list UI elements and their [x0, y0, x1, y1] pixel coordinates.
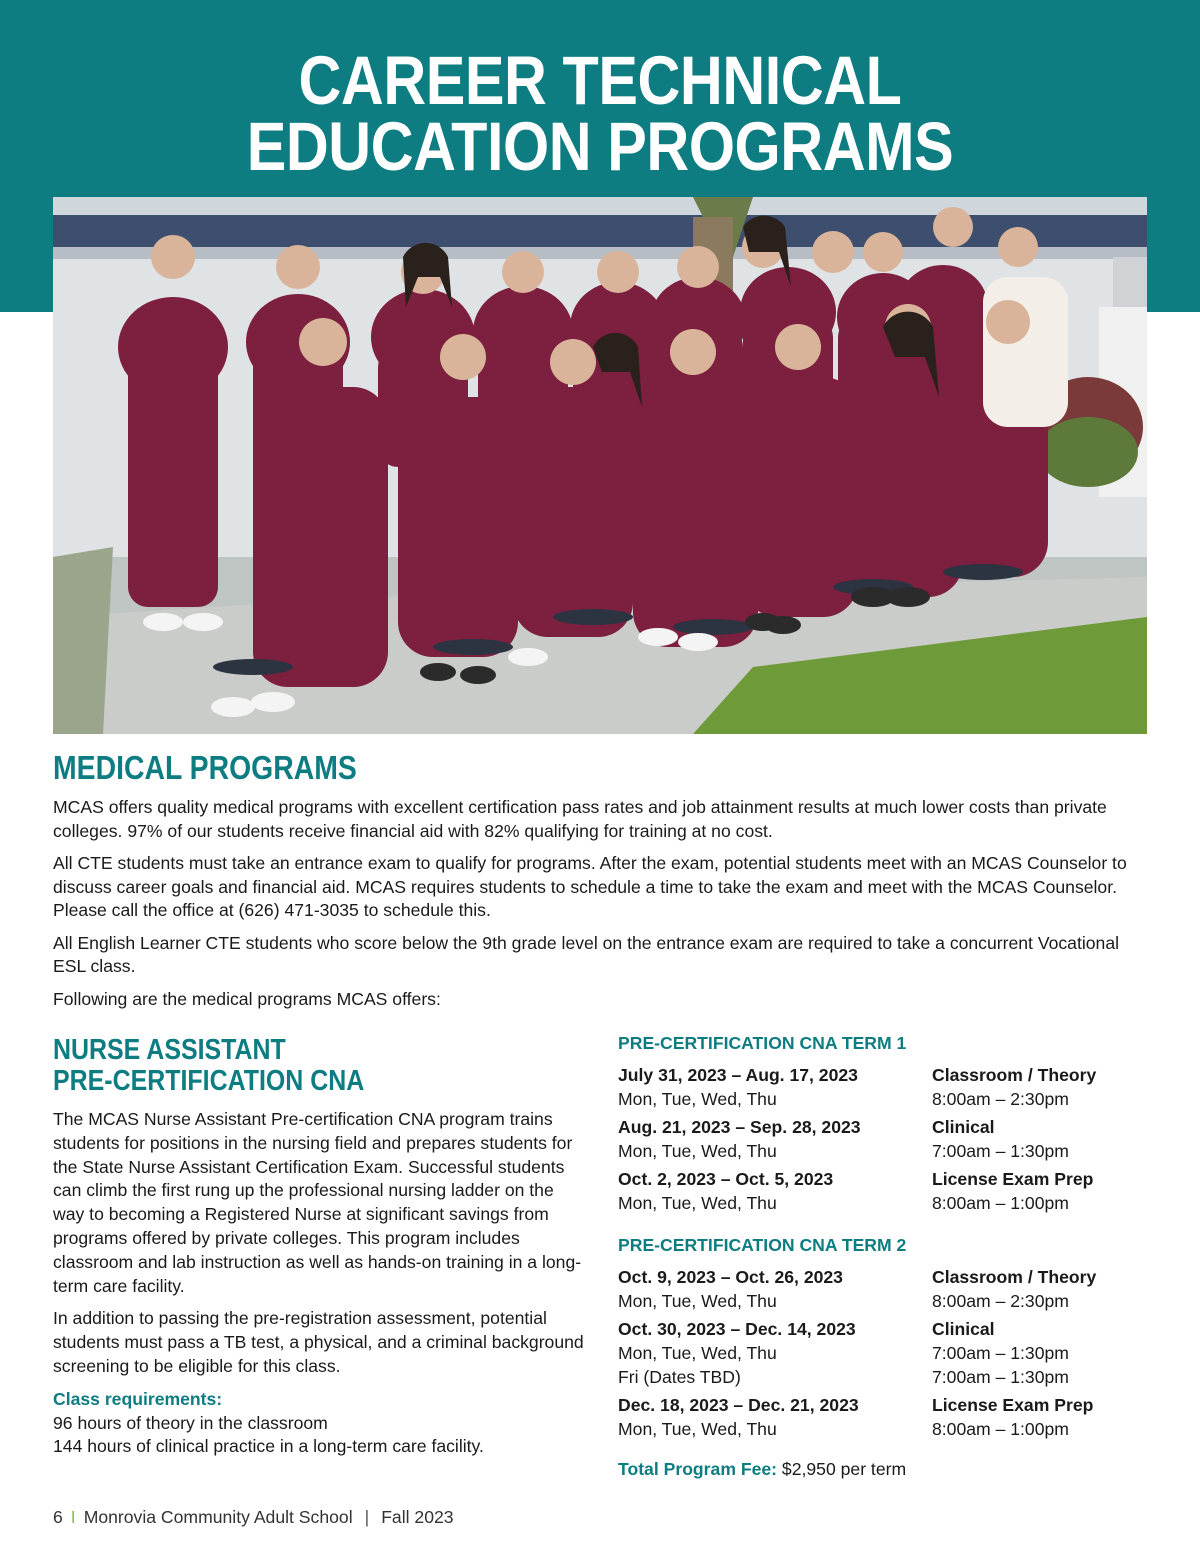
page-title [84, 42, 1116, 185]
block-phase: Clinical [932, 1117, 995, 1137]
fee-label: Total Program Fee: [618, 1459, 778, 1479]
intro-paragraph: All CTE students must take an entrance exam to qualify for programs. After the exam, potential students meet with an MCAS Counselor to discuss career goals and financial aid. MCAS requires students to schedule a time to take the exam and meet with the MCAS Counselor. Please call the office at (626) 471-3035 to schedule this. [53, 853, 1127, 920]
intro-paragraph: MCAS offers quality medical programs with excellent certification pass rates and job attainment results at much lower costs than private colleges. 97% of our students receive financial aid with 82% qualifying for training at no cost. [53, 797, 1107, 841]
fee-value: $2,950 per term [777, 1459, 907, 1479]
block-phase: License Exam Prep [932, 1395, 1094, 1415]
nurse-heading-line-2: PRE-CERTIFICATION CNA [53, 1065, 365, 1097]
schedule-block [618, 1265, 1178, 1313]
schedule-block [618, 1115, 1178, 1163]
nurse-heading-line-1: NURSE ASSISTANT [53, 1034, 286, 1066]
block-time: 7:00am – 1:30pm [932, 1367, 1069, 1387]
block-days: Mon, Tue, Wed, Thu [618, 1343, 777, 1363]
block-days: Mon, Tue, Wed, Thu [618, 1291, 777, 1311]
block-dates: July 31, 2023 – Aug. 17, 2023 [618, 1065, 858, 1085]
title-line-2: EDUCATION PROGRAMS [246, 108, 954, 185]
schedule-block [618, 1393, 1178, 1441]
requirement-item: 96 hours of theory in the classroom [53, 1412, 328, 1433]
medical-intro [53, 796, 1153, 1020]
block-days: Mon, Tue, Wed, Thu [618, 1089, 777, 1109]
schedule [618, 1031, 1178, 1481]
schedule-block [618, 1063, 1178, 1111]
term-heading: PRE-CERTIFICATION CNA TERM 2 [618, 1235, 907, 1255]
block-days: Mon, Tue, Wed, Thu [618, 1141, 777, 1161]
block-time: 8:00am – 1:00pm [932, 1419, 1069, 1439]
block-days: Mon, Tue, Wed, Thu [618, 1419, 777, 1439]
block-time: 8:00am – 2:30pm [932, 1089, 1069, 1109]
program-fee [618, 1457, 1178, 1481]
block-days: Mon, Tue, Wed, Thu [618, 1193, 777, 1213]
block-time: 7:00am – 1:30pm [932, 1343, 1069, 1363]
block-dates: Dec. 18, 2023 – Dec. 21, 2023 [618, 1395, 859, 1415]
title-line-1: CAREER TECHNICAL [298, 42, 902, 119]
block-phase: License Exam Prep [932, 1169, 1094, 1189]
nurse-description [53, 1108, 588, 1459]
requirement-item: 144 hours of clinical practice in a long-term care facility. [53, 1436, 484, 1457]
block-time: 7:00am – 1:30pm [932, 1141, 1069, 1161]
medical-programs-heading: MEDICAL PROGRAMS [53, 749, 357, 786]
nurse-assistant-heading [53, 1035, 364, 1097]
block-dates: Oct. 9, 2023 – Oct. 26, 2023 [618, 1267, 843, 1287]
term-1 [618, 1031, 1178, 1215]
block-dates: Oct. 2, 2023 – Oct. 5, 2023 [618, 1169, 834, 1189]
group-photo-icon [53, 197, 1147, 734]
page-number: 6 [53, 1507, 63, 1527]
block-dates: Aug. 21, 2023 – Sep. 28, 2023 [618, 1117, 861, 1137]
block-time: 8:00am – 1:00pm [932, 1193, 1069, 1213]
footer-separator: I [70, 1507, 76, 1527]
block-phase: Classroom / Theory [932, 1267, 1097, 1287]
schedule-block [618, 1167, 1178, 1215]
block-dates: Oct. 30, 2023 – Dec. 14, 2023 [618, 1319, 856, 1339]
term-2 [618, 1233, 1178, 1441]
intro-paragraph: All English Learner CTE students who score below the 9th grade level on the entrance exam are required to take a concurrent Vocational ESL class. [53, 932, 1120, 976]
term-heading: PRE-CERTIFICATION CNA TERM 1 [618, 1033, 907, 1053]
intro-paragraph: Following are the medical programs MCAS offers: [53, 988, 441, 1009]
schedule-block [618, 1317, 1178, 1389]
block-phase: Clinical [932, 1319, 995, 1339]
footer-school: Monrovia Community Adult School [83, 1507, 353, 1527]
page-footer [53, 1506, 454, 1528]
block-phase: Classroom / Theory [932, 1065, 1097, 1085]
footer-season: Fall 2023 [381, 1507, 454, 1527]
nurse-paragraph: In addition to passing the pre-registration assessment, potential students must pass a TB test, a physical, and a criminal background screening to be eligible for this class. [53, 1308, 584, 1376]
block-days: Fri (Dates TBD) [618, 1367, 741, 1387]
footer-separator: | [364, 1507, 370, 1527]
requirements-label: Class requirements: [53, 1388, 223, 1409]
block-time: 8:00am – 2:30pm [932, 1291, 1069, 1311]
nurse-paragraph: The MCAS Nurse Assistant Pre-certification CNA program trains students for positions in the nursing field and prepares students for the State Nurse Assistant Certification Exam. Successful students can climb the first rung up the professional nursing ladder on the way to becoming a Registered Nurse at significant savings from programs offered by private colleges. This program includes classroom and lab instruction as well as hands-on training in a long-term care facility. [53, 1109, 582, 1296]
